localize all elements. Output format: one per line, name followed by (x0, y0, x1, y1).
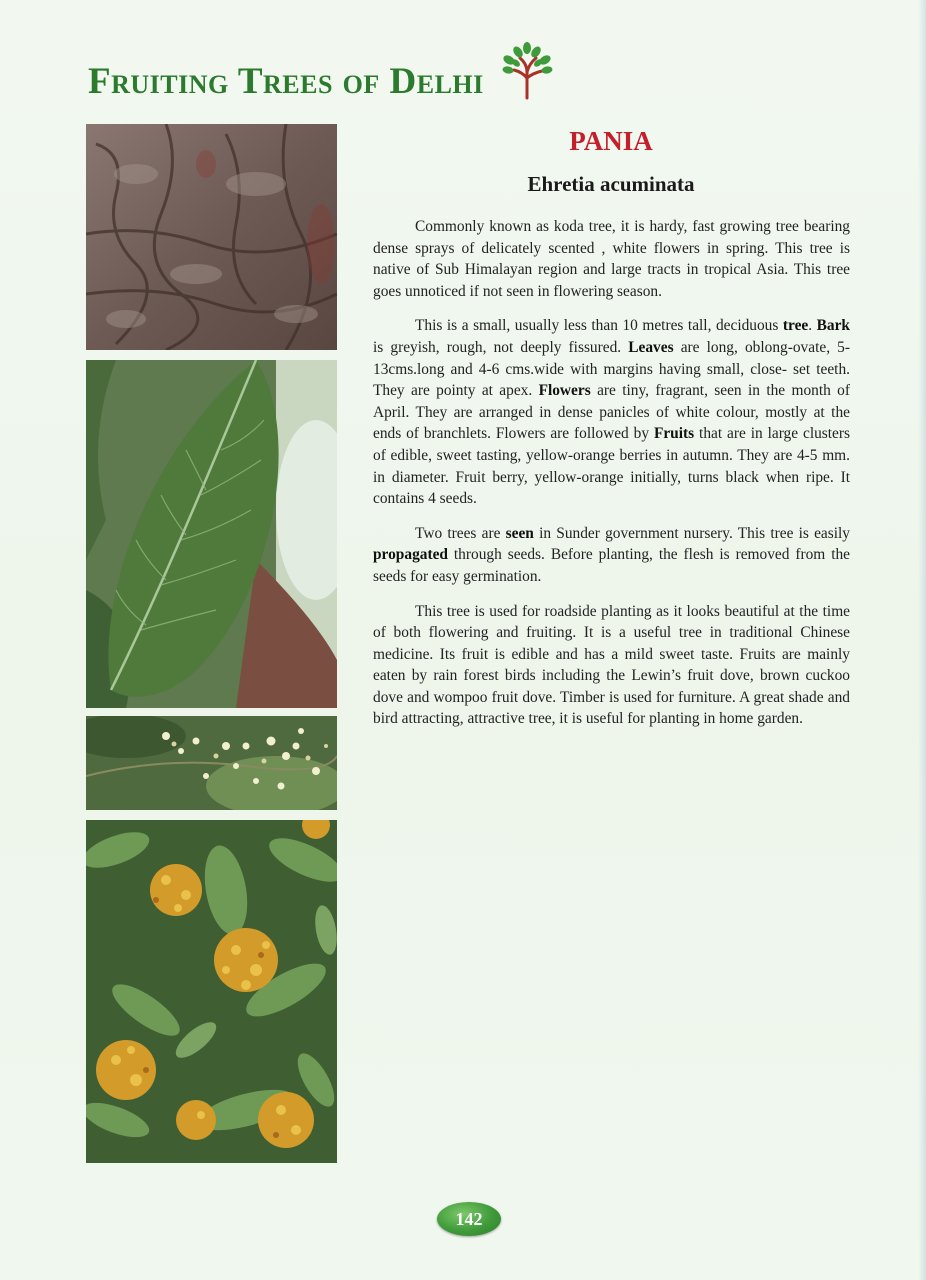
page-number-badge: 142 (437, 1202, 501, 1236)
leaf-photo (86, 360, 337, 708)
bold-term: Leaves (628, 338, 674, 356)
bold-term: propagated (373, 546, 448, 564)
flowers-photo (86, 716, 337, 810)
text-run: Commonly known as koda tree, it is hardy, fast growing tree bearing dense sprays of delicately scented , white flowers in spring. This tree is native of Sub Himalayan region and large tracts in tropical Asia. This tree goes unnoticed if not seen in flowering season. (373, 218, 850, 300)
paragraph (373, 315, 850, 509)
bold-term: Flowers (538, 382, 591, 400)
paragraph (373, 216, 850, 302)
text-run: Two trees are (415, 524, 506, 542)
tree-logo-icon (496, 38, 558, 100)
page-edge (918, 0, 926, 1280)
common-name: PANIA (569, 126, 653, 156)
paragraph (373, 601, 850, 731)
description (373, 216, 850, 743)
bold-term: Fruits (653, 425, 695, 443)
text-run: through seeds. Before planting, the flesh is removed from the seeds for easy germination. (373, 546, 850, 585)
scientific-name: Ehretia acuminata (527, 172, 695, 196)
paragraph (373, 523, 850, 588)
text-run: is greyish, rough, not deeply fissured. (373, 338, 629, 356)
text-run: This tree is used for roadside planting as it looks beautiful at the time of both flowering and fruiting. It is a useful tree in traditional Chinese medicine. Its fruit is edible and has a mild sweet taste. Fruits are mainly eaten by rain forest birds including the Lewin’s fruit dove, brown cuckoo dove and wompoo fruit dove. Timber is used for furniture. A great shade and bird attracting, attractive tree, it is useful for planting in home garden. (373, 602, 850, 728)
book-title: Fruiting Trees of Delhi (88, 61, 484, 102)
bold-term: Bark (816, 317, 850, 335)
fruits-photo (86, 820, 337, 1163)
text-run: are tiny, fragrant, seen in the month of April. They are arranged in dense panicles of white colour, mostly at the ends of branchlets. Flowers are followed by (373, 382, 850, 443)
bold-term: seen (505, 524, 534, 542)
bold-term: tree (782, 317, 809, 335)
bark-photo (86, 124, 337, 350)
text-run: are long, oblong-ovate, 5-13cms.long and 4-6 cms.wide with margins having small, close- set teeth. They are pointy at apex. (373, 338, 850, 400)
text-run: This is a small, usually less than 10 metres tall, deciduous (415, 317, 783, 335)
text-run: that are in large clusters of edible, sweet tasting, yellow-orange berries in autumn. They are 4-5 mm. in diameter. Fruit berry, yellow-orange initially, turns black when ripe. It contains 4 seeds. (373, 425, 850, 508)
text-run: . (808, 317, 817, 335)
text-run: in Sunder government nursery. This tree is easily (533, 524, 850, 542)
